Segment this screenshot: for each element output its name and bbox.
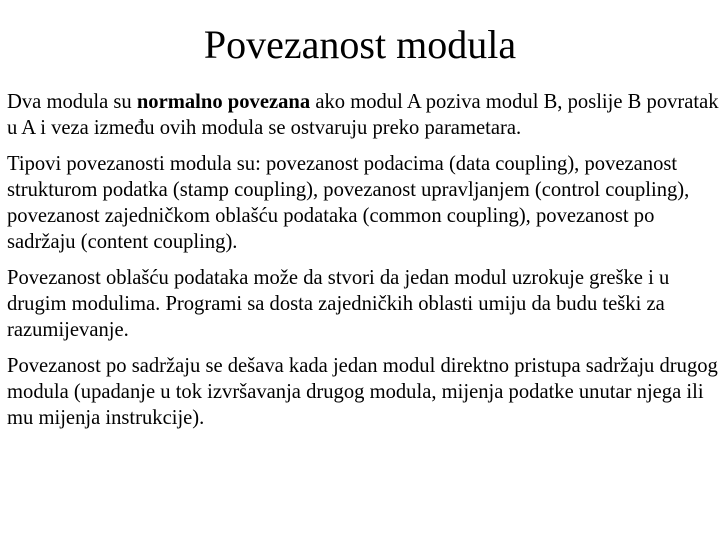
paragraph-1-pre: Dva modula su [7,91,137,113]
paragraph-common-coupling: Povezanost oblašću podataka može da stvori da jedan modul uzrokuje greške i u drugim modulima. Programi sa dosta zajedničkih oblasti umiju da budu teški za razumijevanje. [7,267,670,341]
paragraph-1-bold-term: normalno povezana [136,91,311,113]
paragraph-1-post: ako modul A poziva modul B, poslije B povratak u A i veza između ovih modula se ostvaruju preko parametara. [7,91,719,139]
slide-body [7,89,719,441]
paragraph-content-coupling: Povezanost po sadržaju se dešava kada jedan modul direktno pristupa sadržaju drugog modula (upadanje u tok izvršavanja drugog modula, mijenja podatke unutar njega ili mu mijenja instrukcije). [7,355,718,429]
slide-title: Povezanost modula [203,22,517,67]
paragraph-normal-coupling [7,89,719,141]
paragraph-coupling-types: Tipovi povezanosti modula su: povezanost podacima (data coupling), povezanost strukturom podatka (stamp coupling), povezanost upravljanjem (control coupling), povezanost zajedničkom oblašću podataka (common coupling), povezanost po sadržaju (content coupling). [7,153,690,253]
